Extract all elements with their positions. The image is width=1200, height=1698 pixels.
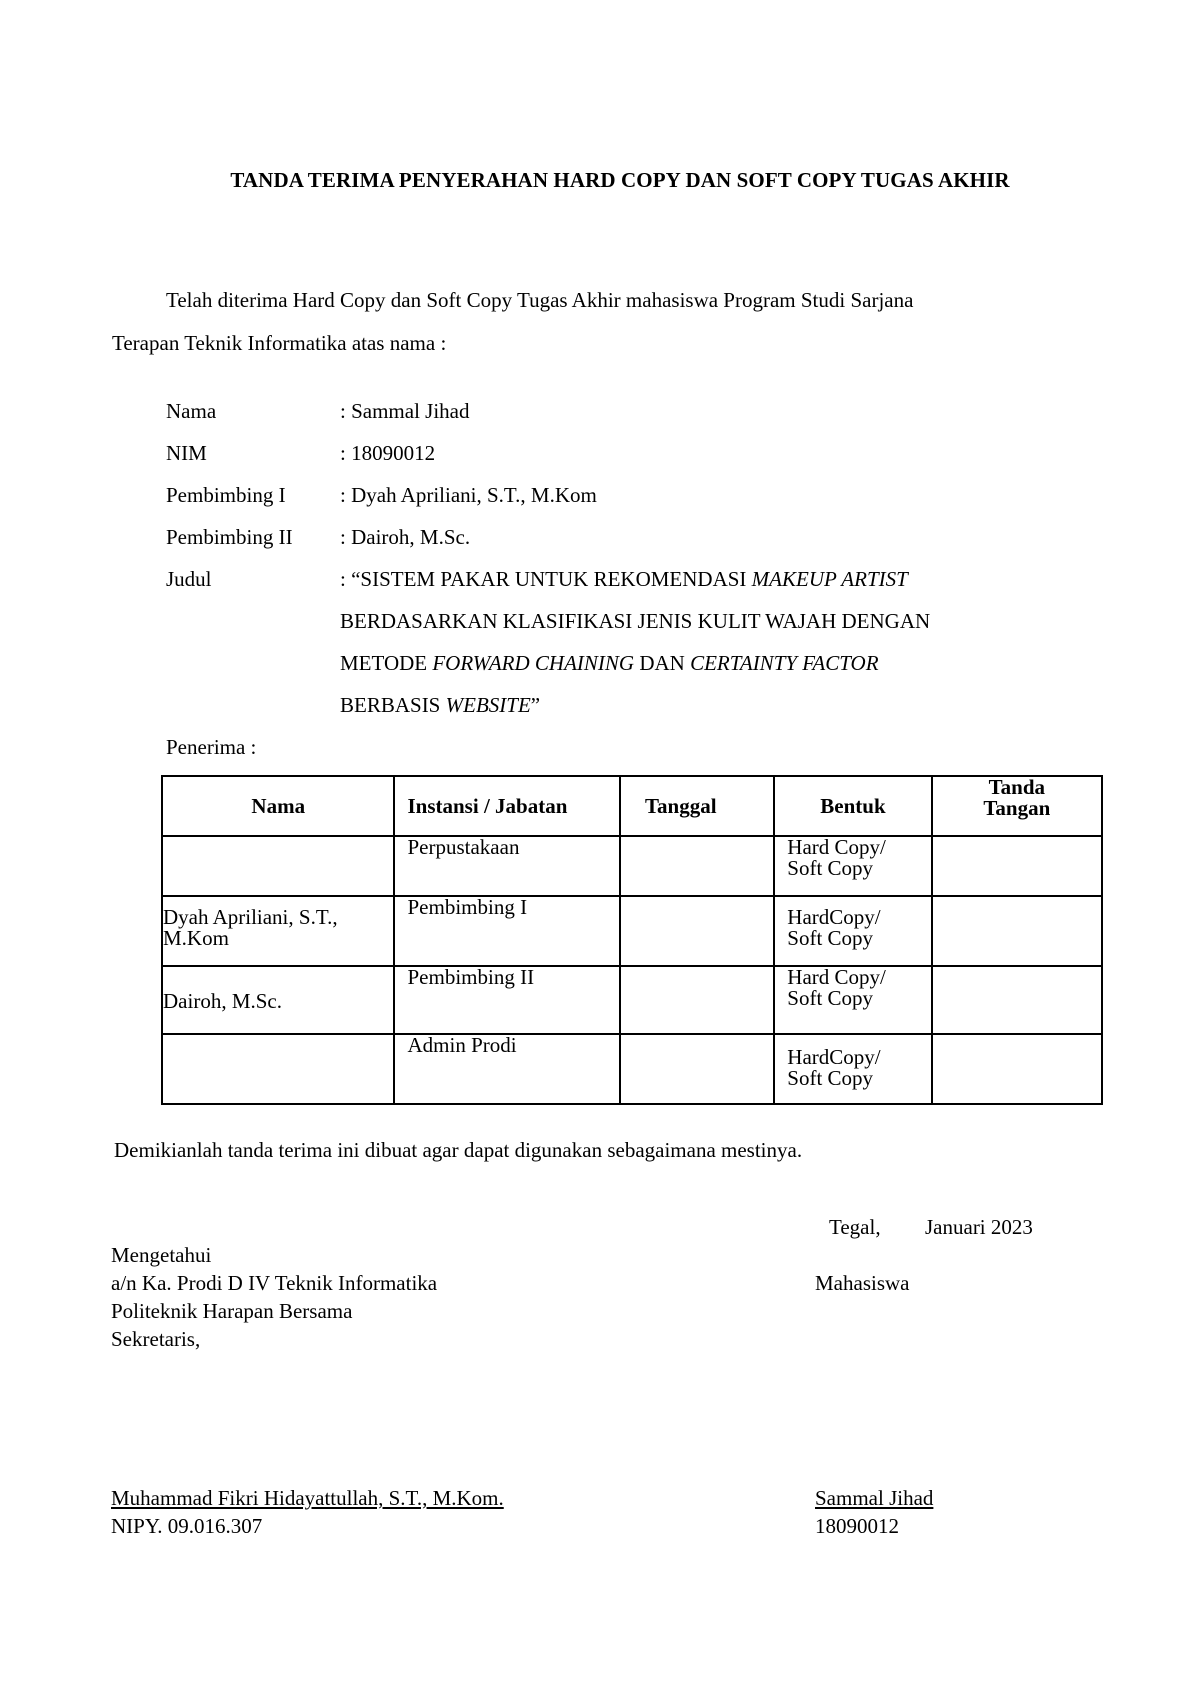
row-2-nama-1: Dyah Apriliani, S.T., <box>163 905 338 929</box>
table-row <box>162 836 1102 896</box>
document-title: TANDA TERIMA PENYERAHAN HARD COPY DAN SOFT COPY TUGAS AKHIR <box>230 168 1010 192</box>
mahasiswa-label: Mahasiswa <box>815 1271 910 1295</box>
row-3-instansi-text: Pembimbing II <box>407 965 535 989</box>
date: Januari 2023 <box>925 1215 1033 1239</box>
header-instansi: Instansi / Jabatan <box>394 776 619 836</box>
closing-statement: Demikianlah tanda terima ini dibuat agar dapat digunakan sebagaimana mestinya. <box>114 1138 803 1162</box>
mengetahui: Mengetahui <box>111 1243 212 1267</box>
sekretaris-line: Sekretaris, <box>111 1327 201 1351</box>
row-4-instansi <box>394 1034 619 1104</box>
judul-line-3-text-a: METODE <box>340 651 433 675</box>
row-1-bentuk <box>774 836 931 896</box>
judul-line-1-italic: MAKEUP ARTIST <box>751 567 908 591</box>
row-1-bentuk-1: Hard Copy/ <box>787 835 886 859</box>
row-2-tanda-tangan <box>932 896 1102 966</box>
row-3-nama <box>162 966 394 1034</box>
judul-line-3-text-b: DAN <box>634 651 691 675</box>
student-nim: 18090012 <box>815 1514 899 1538</box>
table-header-row <box>162 776 1102 836</box>
row-1-instansi-text: Perpustakaan <box>407 835 520 859</box>
row-2-bentuk-1: HardCopy/ <box>787 905 881 929</box>
pembimbing-1-value: : Dyah Apriliani, S.T., M.Kom <box>340 483 597 507</box>
row-4-bentuk-1: HardCopy/ <box>787 1045 881 1069</box>
row-1-tanda-tangan <box>932 836 1102 896</box>
nama-value: : Sammal Jihad <box>340 399 470 423</box>
pembimbing-1-label: Pembimbing I <box>166 483 286 507</box>
judul-line-3 <box>340 651 879 675</box>
header-tanda-tangan <box>932 776 1102 836</box>
row-3-nama-1: Dairoh, M.Sc. <box>163 989 282 1013</box>
row-3-bentuk-1: Hard Copy/ <box>787 965 886 989</box>
row-2-instansi-text: Pembimbing I <box>407 895 528 919</box>
intro-line-2: Terapan Teknik Informatika atas nama : <box>112 331 447 355</box>
sekretaris-name: Muhammad Fikri Hidayattullah, S.T., M.Kom. <box>111 1486 504 1510</box>
judul-line-4-quote: ” <box>530 693 541 717</box>
prodi-line: a/n Ka. Prodi D IV Teknik Informatika <box>111 1271 438 1295</box>
row-3-tanggal <box>620 966 774 1034</box>
judul-line-1 <box>340 567 908 591</box>
row-1-bentuk-2: Soft Copy <box>787 856 874 880</box>
row-4-tanggal <box>620 1034 774 1104</box>
receipt-table <box>161 775 1103 1105</box>
penerima-label: Penerima : <box>166 735 257 759</box>
judul-line-4-italic: WEBSITE <box>445 693 531 717</box>
row-1-nama <box>162 836 394 896</box>
table-row <box>162 1034 1102 1104</box>
judul-line-4-text: BERBASIS <box>340 693 446 717</box>
intro-line-1: Telah diterima Hard Copy dan Soft Copy Tugas Akhir mahasiswa Program Studi Sarjana <box>166 288 914 312</box>
row-1-instansi <box>394 836 619 896</box>
pembimbing-2-value: : Dairoh, M.Sc. <box>340 525 471 549</box>
row-2-instansi <box>394 896 619 966</box>
row-2-bentuk <box>774 896 931 966</box>
judul-line-1-text: : “SISTEM PAKAR UNTUK REKOMENDASI <box>340 567 752 591</box>
row-3-tanda-tangan <box>932 966 1102 1034</box>
nim-value: : 18090012 <box>340 441 436 465</box>
judul-line-2: BERDASARKAN KLASIFIKASI JENIS KULIT WAJAH DENGAN <box>340 609 931 633</box>
table-row <box>162 966 1102 1034</box>
nama-label: Nama <box>166 399 217 423</box>
row-4-nama <box>162 1034 394 1104</box>
politeknik-line: Politeknik Harapan Bersama <box>111 1299 353 1323</box>
judul-line-3-italic-a: FORWARD CHAINING <box>432 651 635 675</box>
place: Tegal, <box>829 1215 881 1239</box>
row-2-tanggal <box>620 896 774 966</box>
row-1-tanggal <box>620 836 774 896</box>
row-4-bentuk-2: Soft Copy <box>787 1066 874 1090</box>
row-4-tanda-tangan <box>932 1034 1102 1104</box>
row-2-bentuk-2: Soft Copy <box>787 926 874 950</box>
row-3-bentuk-2: Soft Copy <box>787 986 874 1010</box>
header-tanda: Tanda <box>988 775 1046 799</box>
judul-line-4 <box>340 693 540 717</box>
row-3-instansi <box>394 966 619 1034</box>
student-name: Sammal Jihad <box>815 1486 934 1510</box>
row-2-nama-2: M.Kom <box>163 926 229 950</box>
judul-line-3-italic-b: CERTAINTY FACTOR <box>690 651 879 675</box>
row-4-instansi-text: Admin Prodi <box>407 1033 517 1057</box>
row-3-bentuk <box>774 966 931 1034</box>
row-4-bentuk <box>774 1034 931 1104</box>
row-2-nama <box>162 896 394 966</box>
sekretaris-nipy: NIPY. 09.016.307 <box>111 1514 263 1538</box>
judul-label: Judul <box>166 567 212 591</box>
header-tanggal: Tanggal <box>620 776 774 836</box>
table-row <box>162 896 1102 966</box>
header-tangan: Tangan <box>983 796 1051 820</box>
pembimbing-2-label: Pembimbing II <box>166 525 293 549</box>
header-bentuk: Bentuk <box>774 776 931 836</box>
header-nama: Nama <box>162 776 394 836</box>
nim-label: NIM <box>166 441 207 465</box>
